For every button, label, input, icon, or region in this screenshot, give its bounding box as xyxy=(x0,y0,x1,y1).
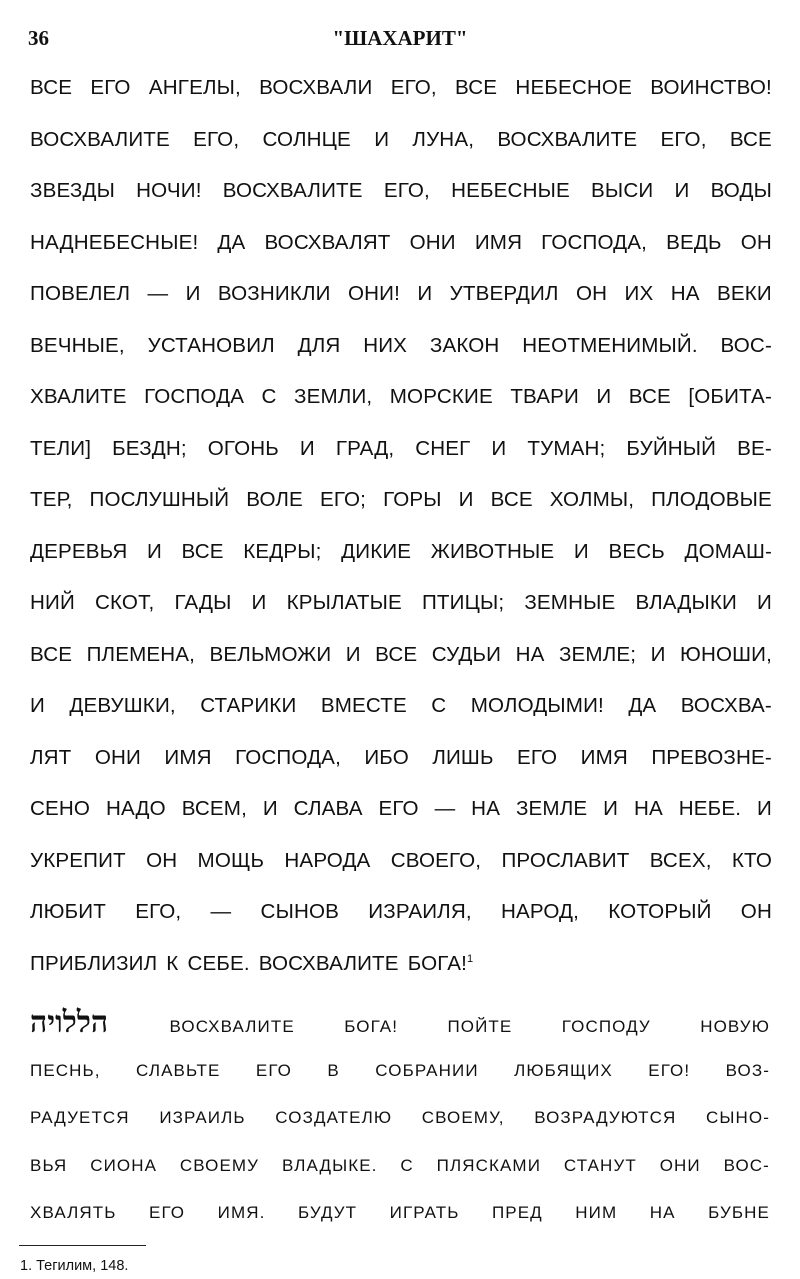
word: НА xyxy=(670,282,700,305)
word: НЕБЕСНЫЕ xyxy=(451,179,570,202)
word: ВОИНСТВО! xyxy=(650,76,772,99)
word: СВОЕМУ xyxy=(179,1155,260,1175)
word: ВОЗНИКЛИ xyxy=(217,282,331,305)
word: ТВАРИ xyxy=(510,385,579,408)
word: НАРОД, xyxy=(500,900,580,923)
word: К xyxy=(166,951,179,975)
word: ВМЕСТЕ xyxy=(320,694,407,717)
word: ОГОНЬ xyxy=(207,436,279,460)
word: ДЛЯ xyxy=(297,333,341,357)
word: ГОРЫ xyxy=(383,488,442,511)
word: ВЬЯ xyxy=(30,1155,68,1175)
word: ХВАЛИТЕ xyxy=(30,385,127,408)
footnote-divider xyxy=(19,1245,146,1246)
word: ВСЕ xyxy=(375,642,418,666)
word: ЗЕМЛЕ xyxy=(515,797,588,820)
text-line xyxy=(30,432,772,484)
word: БОГА!$^1$ xyxy=(407,951,474,975)
word: ПОВЕЛЕЛ xyxy=(30,282,131,305)
text-line xyxy=(30,277,772,329)
word: ЕГО xyxy=(149,1203,186,1222)
word: ВСЕ xyxy=(490,488,533,511)
main-text-block xyxy=(30,71,772,998)
word: НИЙ xyxy=(30,591,75,614)
word: ЮНОШИ, xyxy=(680,642,772,666)
word: ИМЯ xyxy=(474,230,523,254)
word: КЕДРЫ; xyxy=(243,539,322,563)
word: ОН xyxy=(146,848,178,872)
word: СТАНУТ xyxy=(563,1155,637,1175)
word: НИХ xyxy=(363,333,408,357)
footnote-marker: 1 xyxy=(466,952,474,965)
word: ОН xyxy=(740,230,772,254)
word: ВОСХВАЛИТЕ xyxy=(258,951,399,975)
word: ХВАЛЯТЬ xyxy=(30,1203,117,1222)
word: ЕГО xyxy=(255,1060,292,1080)
word: ВОЛЕ xyxy=(246,488,303,511)
word: ВОСХВАЛИТЕ xyxy=(222,179,363,202)
word: И xyxy=(650,642,666,666)
word: СОЗДАТЕЛЮ xyxy=(275,1108,393,1127)
word: И xyxy=(674,179,690,202)
word: ОНИ xyxy=(94,745,141,769)
word: БУДУТ xyxy=(297,1203,358,1222)
word: ПРЕД xyxy=(491,1203,543,1222)
word: СЛАВА xyxy=(293,797,363,820)
word: ВОЗ- xyxy=(725,1060,770,1080)
word: И xyxy=(458,488,474,511)
word: ВЛАДЫКЕ. xyxy=(281,1155,378,1175)
word: БУБНЕ xyxy=(708,1203,770,1222)
word: ОН xyxy=(740,900,772,923)
word: НЕБЕСНОЕ xyxy=(515,76,632,99)
word: ИЗРАИЛЯ, xyxy=(368,900,472,923)
text-line xyxy=(30,638,772,690)
psalm-line xyxy=(30,1193,770,1241)
word: ИХ xyxy=(624,282,654,305)
word: СЕБЕ. xyxy=(187,951,250,975)
word: — xyxy=(147,282,169,305)
text-line xyxy=(30,741,772,793)
word: ВОСХВАЛИТЕ xyxy=(30,127,170,151)
word: С xyxy=(431,694,447,717)
word: ГАДЫ xyxy=(174,591,232,614)
word: НА xyxy=(515,642,545,666)
word: ЛЮБЯЩИХ xyxy=(514,1060,613,1080)
word: ДЕВУШКИ, xyxy=(69,694,176,717)
word: ВСЕ xyxy=(455,76,498,99)
word: ЖИВОТНЫЕ xyxy=(430,539,555,563)
footnote: 1. Тегилим, 148. xyxy=(20,1258,129,1274)
word: ПТИЦЫ; xyxy=(421,591,505,614)
word: НОВУЮ xyxy=(700,1017,770,1036)
word: В xyxy=(327,1060,340,1080)
word: НАРОДА xyxy=(284,848,371,872)
word: ПРИБЛИЗИЛ xyxy=(30,951,158,975)
word: УТВЕРДИЛ xyxy=(449,282,559,305)
word: ВЕДЬ xyxy=(666,230,722,254)
word: ВЕЛЬМОЖИ xyxy=(209,642,332,666)
word: ПЛЯСКАМИ xyxy=(436,1155,542,1175)
word: И xyxy=(491,436,507,460)
word: ОН xyxy=(575,282,608,305)
word: ИЗРАИЛЬ xyxy=(159,1108,246,1127)
word: НА xyxy=(633,797,663,820)
text-line xyxy=(30,535,772,587)
text-line xyxy=(30,123,772,175)
word: ВСЕ xyxy=(30,642,73,666)
word: И xyxy=(30,694,45,717)
word: И xyxy=(345,642,361,666)
word: НА xyxy=(649,1203,676,1222)
word: ИМЯ xyxy=(164,745,212,769)
word: ВСЕХ, xyxy=(649,848,712,872)
word: ЛЯТ xyxy=(30,745,72,769)
word: БУЙНЫЙ xyxy=(626,436,717,460)
word: МОРСКИЕ xyxy=(389,385,493,408)
word: И xyxy=(185,282,201,305)
word: ИМЯ. xyxy=(217,1203,266,1222)
word: ЕГО xyxy=(378,797,419,820)
word: ПРОСЛАВИТ xyxy=(501,848,630,872)
word: ЗЕМНЫЕ xyxy=(524,591,616,614)
word: ВОСХВАЛИТЕ xyxy=(497,127,638,151)
word: ВЕКИ xyxy=(717,282,772,305)
word: ВСЕ xyxy=(628,385,671,408)
word: ПЛЕМЕНА, xyxy=(86,642,196,666)
word: ХОЛМЫ, xyxy=(549,488,635,511)
word: АНГЕЛЫ, xyxy=(148,76,241,99)
text-line xyxy=(30,895,772,947)
word: НАДНЕБЕСНЫЕ! xyxy=(30,230,199,254)
word: ОНИ xyxy=(409,230,456,254)
word: СОЛНЦЕ xyxy=(262,127,351,151)
word: СТАРИКИ xyxy=(200,694,297,717)
word: ЕГО! xyxy=(648,1060,691,1080)
word: СЛАВЬТЕ xyxy=(136,1060,221,1080)
word: ЗВЕЗДЫ xyxy=(30,179,115,202)
word: И xyxy=(757,591,772,614)
psalm-text-block xyxy=(30,1003,770,1241)
text-line xyxy=(30,689,772,741)
word: ЕГО, xyxy=(193,127,240,151)
text-line xyxy=(30,71,772,123)
word: И xyxy=(374,127,390,151)
word: СВОЕМУ, xyxy=(421,1108,505,1127)
word: НАДО xyxy=(105,797,166,820)
word: БОГА! xyxy=(344,1017,399,1036)
word: ИГРАТЬ xyxy=(389,1203,460,1222)
word: ПЛОДОВЫЕ xyxy=(651,488,772,511)
word: ПОЙТЕ xyxy=(447,1017,513,1036)
word: ВОСХВАЛИ xyxy=(259,76,373,99)
word: ЕГО xyxy=(517,745,558,769)
word: НА xyxy=(471,797,501,820)
psalm-line xyxy=(30,1003,770,1051)
word: ЕГО, xyxy=(135,900,182,923)
word: И xyxy=(603,797,619,820)
word: МОЛОДЫМИ! xyxy=(470,694,604,717)
word: ЛЮБИТ xyxy=(30,900,106,923)
word: ВОСХВАЛЯТ xyxy=(264,230,391,254)
word: ВОС- xyxy=(723,1155,770,1175)
word: ТЕЛИ] xyxy=(30,436,92,460)
word: КРЫЛАТЫЕ xyxy=(286,591,402,614)
running-title: "ШАХАРИТ" xyxy=(332,26,468,50)
word: ДА xyxy=(217,230,246,254)
word: И xyxy=(251,591,267,614)
word: ГОСПОДА, xyxy=(235,745,341,769)
psalm-line xyxy=(30,1146,770,1194)
word: ЗАКОН xyxy=(429,333,500,357)
word: ЛИШЬ xyxy=(432,745,494,769)
word: НИМ xyxy=(575,1203,618,1222)
word: ДОМАШ- xyxy=(684,539,772,563)
word: ВЫСИ xyxy=(591,179,654,202)
word: СЕНО xyxy=(30,797,91,820)
word: МОЩЬ xyxy=(197,848,265,872)
word: БЕЗДН; xyxy=(112,436,187,460)
word: ВОС- xyxy=(720,333,772,357)
word: СВОЕГО, xyxy=(390,848,482,872)
word: ГРАД, xyxy=(335,436,395,460)
word: И xyxy=(573,539,589,563)
word: И xyxy=(147,539,162,563)
word: УСТАНОВИЛ xyxy=(147,333,275,357)
text-line xyxy=(30,174,772,226)
word: ПЕСНЬ, xyxy=(30,1060,101,1080)
word: — xyxy=(210,900,232,923)
word: НЕБЕ. xyxy=(678,797,742,820)
word: ОНИ xyxy=(659,1155,701,1175)
word: ГОСПОДА, xyxy=(541,230,648,254)
word: ГОСПОДА xyxy=(144,385,245,408)
word: ПРЕВОЗНЕ- xyxy=(651,745,772,769)
word: ВОСХВА- xyxy=(680,694,772,717)
word: ЗЕМЛЕ; xyxy=(558,642,637,666)
word: ГОСПОДУ xyxy=(561,1017,651,1036)
word: ИМЯ xyxy=(580,745,628,769)
word: ЕГО, xyxy=(390,76,437,99)
text-line xyxy=(30,792,772,844)
word: ИБО xyxy=(364,745,409,769)
word: НОЧИ! xyxy=(136,179,202,202)
word: СОБРАНИИ xyxy=(375,1060,479,1080)
word: ЛУНА, xyxy=(412,127,475,151)
word: С xyxy=(400,1155,414,1175)
word: СУДЬИ xyxy=(431,642,502,666)
word: СИОНА xyxy=(90,1155,158,1175)
word: СЫНО- xyxy=(706,1108,770,1127)
page-number: 36 xyxy=(28,26,49,50)
word: ВСЕ xyxy=(729,127,772,151)
word: И xyxy=(596,385,612,408)
word: СКОТ, xyxy=(95,591,155,614)
word: ВСЕ xyxy=(181,539,224,563)
word: ЕГО, xyxy=(383,179,430,202)
word: УКРЕПИТ xyxy=(30,848,126,872)
word: ЕГО, xyxy=(660,127,707,151)
word: СЫНОВ xyxy=(260,900,340,923)
word: ВЕЧНЫЕ, xyxy=(30,333,125,357)
word: ДА xyxy=(628,694,657,717)
word: ВЕ- xyxy=(737,436,772,460)
psalm-line xyxy=(30,1051,770,1099)
hebrew-word: הללויה xyxy=(30,1005,109,1040)
word: ДЕРЕВЬЯ xyxy=(30,539,128,563)
word: РАДУЕТСЯ xyxy=(30,1108,130,1127)
word: ТЕР, xyxy=(30,488,73,511)
word: ЕГО; xyxy=(319,488,367,511)
word: ДИКИЕ xyxy=(341,539,412,563)
word: И xyxy=(299,436,315,460)
word: ОНИ! xyxy=(347,282,400,305)
word: [ОБИТА- xyxy=(688,385,772,408)
word: ВЛАДЫКИ xyxy=(635,591,737,614)
word: ВОЗРАДУЮТСЯ xyxy=(534,1108,677,1127)
text-line xyxy=(30,947,772,999)
word: ЗЕМЛИ, xyxy=(294,385,373,408)
word: ВОСХВАЛИТЕ xyxy=(169,1017,295,1036)
word: НЕОТМЕНИМЫЙ. xyxy=(522,333,698,357)
text-line xyxy=(30,586,772,638)
word: И xyxy=(262,797,278,820)
text-line xyxy=(30,483,772,535)
text-line xyxy=(30,329,772,381)
text-line xyxy=(30,380,772,432)
text-line xyxy=(30,226,772,278)
word: ВЕСЬ xyxy=(608,539,665,563)
word: С xyxy=(261,385,277,408)
word: — xyxy=(434,797,456,820)
word: ВСЕ xyxy=(30,76,73,99)
word: ЕГО xyxy=(90,76,131,99)
word: ВОДЫ xyxy=(710,179,772,202)
word: СНЕГ xyxy=(415,436,471,460)
word: И xyxy=(756,797,772,820)
psalm-line xyxy=(30,1098,770,1146)
word: КТО xyxy=(731,848,772,872)
word: КОТОРЫЙ xyxy=(608,900,712,923)
text-line xyxy=(30,844,772,896)
word: ТУМАН; xyxy=(527,436,606,460)
word: И xyxy=(417,282,433,305)
word: ПОСЛУШНЫЙ xyxy=(89,488,230,511)
word: ВСЕМ, xyxy=(181,797,247,820)
